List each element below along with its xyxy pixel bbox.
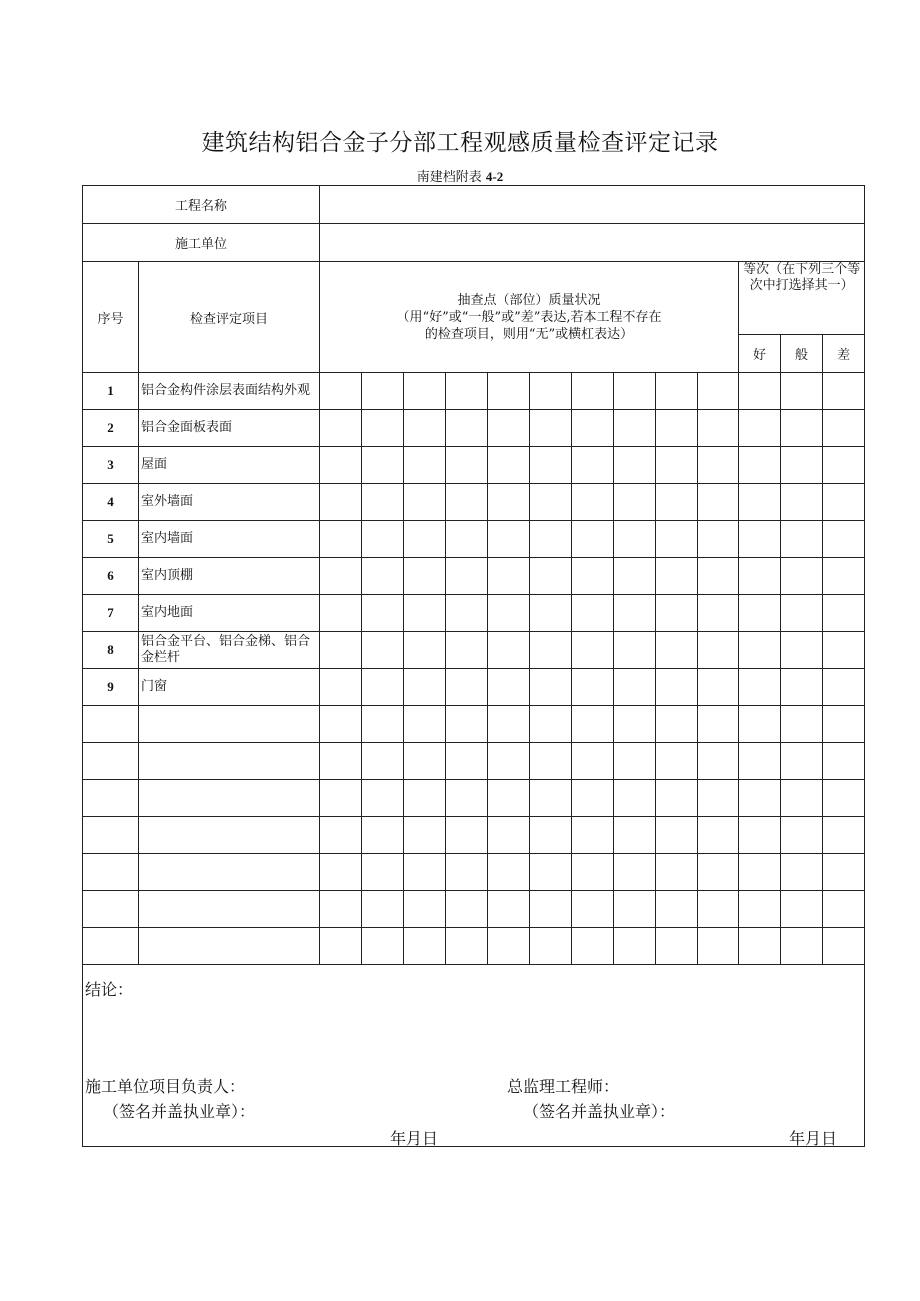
sample-point-cell[interactable] bbox=[488, 558, 530, 595]
grade-bad-cell[interactable] bbox=[823, 817, 865, 854]
table-row bbox=[83, 595, 865, 632]
sample-point-cell[interactable] bbox=[614, 558, 656, 595]
grade-bad-cell[interactable] bbox=[823, 558, 865, 595]
row-number bbox=[83, 706, 139, 743]
sample-point-cell[interactable] bbox=[404, 595, 446, 632]
sample-point-cell[interactable] bbox=[656, 373, 698, 410]
sample-point-cell[interactable] bbox=[488, 743, 530, 780]
inspection-item: 室内顶棚 bbox=[139, 558, 320, 595]
sample-point-cell[interactable] bbox=[488, 928, 530, 965]
sample-point-cell[interactable] bbox=[446, 447, 488, 484]
sample-point-cell[interactable] bbox=[530, 928, 572, 965]
row-number bbox=[83, 854, 139, 891]
sample-point-cell[interactable] bbox=[404, 743, 446, 780]
sample-point-cell[interactable] bbox=[488, 373, 530, 410]
sample-point-cell[interactable] bbox=[488, 706, 530, 743]
table-row bbox=[83, 410, 865, 447]
sample-point-cell[interactable] bbox=[530, 521, 572, 558]
table-row bbox=[83, 632, 865, 669]
sample-point-cell[interactable] bbox=[656, 669, 698, 706]
sample-point-cell[interactable] bbox=[404, 447, 446, 484]
sample-point-cell[interactable] bbox=[530, 669, 572, 706]
sample-point-cell[interactable] bbox=[320, 410, 362, 447]
sample-point-cell[interactable] bbox=[362, 854, 404, 891]
inspection-item bbox=[139, 817, 320, 854]
sample-point-cell[interactable] bbox=[698, 410, 739, 447]
grade-ok-cell[interactable] bbox=[781, 854, 823, 891]
supervisor-sign-note: （签名并盖执业章）： bbox=[523, 1102, 676, 1121]
sample-point-cell[interactable] bbox=[614, 891, 656, 928]
sample-point-cell[interactable] bbox=[320, 447, 362, 484]
grade-bad-cell[interactable] bbox=[823, 484, 865, 521]
sample-point-cell[interactable] bbox=[698, 706, 739, 743]
sample-point-cell[interactable] bbox=[530, 373, 572, 410]
row-number bbox=[83, 928, 139, 965]
grade-bad-cell[interactable] bbox=[823, 521, 865, 558]
sample-point-cell[interactable] bbox=[572, 558, 614, 595]
sample-point-cell[interactable] bbox=[614, 854, 656, 891]
sample-point-cell[interactable] bbox=[404, 521, 446, 558]
item-header: 检查评定项目 bbox=[139, 262, 320, 373]
sample-point-cell[interactable] bbox=[320, 521, 362, 558]
sample-point-cell[interactable] bbox=[656, 484, 698, 521]
sample-point-cell[interactable] bbox=[446, 743, 488, 780]
grade-ok-cell[interactable] bbox=[781, 558, 823, 595]
inspection-item: 门窗 bbox=[139, 669, 320, 706]
sample-point-cell[interactable] bbox=[530, 891, 572, 928]
row-number: 1 bbox=[83, 373, 139, 410]
grade-ok-cell[interactable] bbox=[781, 447, 823, 484]
table-row bbox=[83, 669, 865, 706]
grade-bad-cell[interactable] bbox=[823, 410, 865, 447]
grade-ok-cell[interactable] bbox=[781, 743, 823, 780]
grade-good-cell[interactable] bbox=[739, 669, 781, 706]
sample-point-cell[interactable] bbox=[530, 632, 572, 669]
grade-bad-cell[interactable] bbox=[823, 743, 865, 780]
grade-bad-cell[interactable] bbox=[823, 595, 865, 632]
sample-point-cell[interactable] bbox=[698, 558, 739, 595]
inspection-item bbox=[139, 706, 320, 743]
sample-point-cell[interactable] bbox=[362, 891, 404, 928]
sample-point-cell[interactable] bbox=[572, 521, 614, 558]
sample-point-cell[interactable] bbox=[656, 817, 698, 854]
sample-point-cell[interactable] bbox=[488, 632, 530, 669]
points-header-line1: 抽查点（部位）质量状况 bbox=[457, 292, 601, 308]
grade-header: 等次（在下列三个等次中打选择其一） bbox=[739, 262, 865, 335]
grade-bad-cell[interactable] bbox=[823, 854, 865, 891]
sample-point-cell[interactable] bbox=[362, 373, 404, 410]
sample-point-cell[interactable] bbox=[530, 595, 572, 632]
grade-good-cell[interactable] bbox=[739, 817, 781, 854]
sample-point-cell[interactable] bbox=[320, 558, 362, 595]
sample-point-cell[interactable] bbox=[446, 373, 488, 410]
inspection-item: 铝合金平台、铝合金梯、铝合金栏杆 bbox=[139, 632, 320, 669]
grade-bad-cell[interactable] bbox=[823, 706, 865, 743]
construction-unit-row bbox=[83, 224, 865, 262]
grade-good-cell[interactable] bbox=[739, 743, 781, 780]
grade-bad-cell[interactable] bbox=[823, 669, 865, 706]
table-row bbox=[83, 743, 865, 780]
contractor-date: 年月日 bbox=[390, 1129, 439, 1148]
row-number: 3 bbox=[83, 447, 139, 484]
sample-point-cell[interactable] bbox=[320, 632, 362, 669]
column-header-row bbox=[83, 262, 865, 335]
sample-point-cell[interactable] bbox=[698, 373, 739, 410]
row-number: 2 bbox=[83, 410, 139, 447]
sample-point-cell[interactable] bbox=[530, 558, 572, 595]
sample-point-cell[interactable] bbox=[572, 632, 614, 669]
inspection-item bbox=[139, 854, 320, 891]
sample-point-cell[interactable] bbox=[446, 854, 488, 891]
grade-good-cell[interactable] bbox=[739, 558, 781, 595]
sample-point-cell[interactable] bbox=[656, 595, 698, 632]
sample-point-cell[interactable] bbox=[614, 743, 656, 780]
contractor-sign-note: （签名并盖执业章）： bbox=[103, 1102, 256, 1121]
sample-point-cell[interactable] bbox=[614, 521, 656, 558]
sample-point-cell[interactable] bbox=[404, 558, 446, 595]
grade-good-cell[interactable] bbox=[739, 780, 781, 817]
sample-point-cell[interactable] bbox=[656, 743, 698, 780]
row-number bbox=[83, 817, 139, 854]
grade-good-cell[interactable] bbox=[739, 595, 781, 632]
sample-point-cell[interactable] bbox=[488, 780, 530, 817]
inspection-item: 屋面 bbox=[139, 447, 320, 484]
sample-point-cell[interactable] bbox=[320, 854, 362, 891]
grade-ok-cell[interactable] bbox=[781, 706, 823, 743]
sample-point-cell[interactable] bbox=[404, 706, 446, 743]
sample-point-cell[interactable] bbox=[362, 743, 404, 780]
sample-point-cell[interactable] bbox=[362, 780, 404, 817]
sample-point-cell[interactable] bbox=[614, 817, 656, 854]
supervisor-label: 总监理工程师： bbox=[507, 1077, 620, 1096]
sample-point-cell[interactable] bbox=[698, 780, 739, 817]
construction-unit-label: 施工单位 bbox=[83, 224, 320, 262]
project-name-label: 工程名称 bbox=[83, 186, 320, 224]
sample-point-cell[interactable] bbox=[446, 521, 488, 558]
sample-point-cell[interactable] bbox=[698, 669, 739, 706]
sample-point-cell[interactable] bbox=[404, 817, 446, 854]
sample-point-cell[interactable] bbox=[320, 706, 362, 743]
table-row bbox=[83, 891, 865, 928]
table-row bbox=[83, 928, 865, 965]
sample-point-cell[interactable] bbox=[614, 780, 656, 817]
sample-point-cell[interactable] bbox=[320, 780, 362, 817]
sample-point-cell[interactable] bbox=[320, 484, 362, 521]
sample-point-cell[interactable] bbox=[446, 669, 488, 706]
conclusion-row bbox=[83, 965, 865, 1147]
sample-point-cell[interactable] bbox=[362, 595, 404, 632]
construction-unit-field[interactable] bbox=[320, 224, 865, 262]
sample-point-cell[interactable] bbox=[698, 521, 739, 558]
sample-point-cell[interactable] bbox=[446, 410, 488, 447]
form-code-prefix: 南建档附表 bbox=[416, 170, 482, 185]
grade-ok-cell[interactable] bbox=[781, 484, 823, 521]
sample-point-cell[interactable] bbox=[320, 595, 362, 632]
points-header bbox=[320, 262, 739, 373]
row-number bbox=[83, 743, 139, 780]
sample-point-cell[interactable] bbox=[362, 817, 404, 854]
sample-point-cell[interactable] bbox=[698, 854, 739, 891]
inspection-item bbox=[139, 928, 320, 965]
sample-point-cell[interactable] bbox=[320, 669, 362, 706]
grade-bad-cell[interactable] bbox=[823, 891, 865, 928]
seq-header: 序号 bbox=[83, 262, 139, 373]
grade-ok-cell[interactable] bbox=[781, 632, 823, 669]
points-header-line3: 的检查项目，则用“无”或横杠表达） bbox=[424, 326, 634, 342]
sample-point-cell[interactable] bbox=[572, 595, 614, 632]
table-row bbox=[83, 373, 865, 410]
sample-point-cell[interactable] bbox=[656, 410, 698, 447]
inspection-item bbox=[139, 891, 320, 928]
grade-ok-cell[interactable] bbox=[781, 780, 823, 817]
sample-point-cell[interactable] bbox=[614, 410, 656, 447]
sample-point-cell[interactable] bbox=[362, 706, 404, 743]
grade-good-header: 好 bbox=[739, 335, 781, 373]
sample-point-cell[interactable] bbox=[362, 928, 404, 965]
grade-bad-cell[interactable] bbox=[823, 780, 865, 817]
sample-point-cell[interactable] bbox=[320, 891, 362, 928]
sample-point-cell[interactable] bbox=[320, 928, 362, 965]
sample-point-cell[interactable] bbox=[572, 447, 614, 484]
points-header-line2: （用“好”或“一般”或”差”表达,若本工程不存在 bbox=[396, 309, 662, 325]
sample-point-cell[interactable] bbox=[488, 891, 530, 928]
grade-good-cell[interactable] bbox=[739, 632, 781, 669]
grade-ok-cell[interactable] bbox=[781, 817, 823, 854]
sample-point-cell[interactable] bbox=[362, 558, 404, 595]
sample-point-cell[interactable] bbox=[488, 410, 530, 447]
sample-point-cell[interactable] bbox=[446, 817, 488, 854]
form-code-number: 4-2 bbox=[485, 169, 504, 184]
sample-point-cell[interactable] bbox=[362, 521, 404, 558]
table-row bbox=[83, 854, 865, 891]
sample-point-cell[interactable] bbox=[404, 928, 446, 965]
sample-point-cell[interactable] bbox=[404, 854, 446, 891]
grade-ok-cell[interactable] bbox=[781, 521, 823, 558]
sample-point-cell[interactable] bbox=[572, 410, 614, 447]
sample-point-cell[interactable] bbox=[572, 743, 614, 780]
sample-point-cell[interactable] bbox=[656, 521, 698, 558]
row-number: 9 bbox=[83, 669, 139, 706]
sample-point-cell[interactable] bbox=[698, 891, 739, 928]
row-number bbox=[83, 780, 139, 817]
conclusion-area bbox=[83, 965, 864, 1146]
inspection-table bbox=[82, 185, 865, 1147]
sample-point-cell[interactable] bbox=[488, 447, 530, 484]
sample-point-cell[interactable] bbox=[530, 817, 572, 854]
sample-point-cell[interactable] bbox=[614, 928, 656, 965]
grade-bad-cell[interactable] bbox=[823, 447, 865, 484]
inspection-item: 室外墙面 bbox=[139, 484, 320, 521]
grade-ok-cell[interactable] bbox=[781, 891, 823, 928]
sample-point-cell[interactable] bbox=[488, 854, 530, 891]
sample-point-cell[interactable] bbox=[362, 484, 404, 521]
sample-point-cell[interactable] bbox=[488, 521, 530, 558]
sample-point-cell[interactable] bbox=[404, 410, 446, 447]
sample-point-cell[interactable] bbox=[656, 632, 698, 669]
table-row bbox=[83, 706, 865, 743]
sample-point-cell[interactable] bbox=[614, 706, 656, 743]
sample-point-cell[interactable] bbox=[656, 854, 698, 891]
table-row bbox=[83, 558, 865, 595]
sample-point-cell[interactable] bbox=[572, 706, 614, 743]
sample-point-cell[interactable] bbox=[572, 928, 614, 965]
sample-point-cell[interactable] bbox=[446, 780, 488, 817]
sample-point-cell[interactable] bbox=[614, 373, 656, 410]
row-number: 6 bbox=[83, 558, 139, 595]
grade-good-cell[interactable] bbox=[739, 373, 781, 410]
inspection-item bbox=[139, 780, 320, 817]
sample-point-cell[interactable] bbox=[656, 780, 698, 817]
sample-point-cell[interactable] bbox=[530, 706, 572, 743]
inspection-item bbox=[139, 743, 320, 780]
grade-good-cell[interactable] bbox=[739, 484, 781, 521]
sample-point-cell[interactable] bbox=[698, 928, 739, 965]
grade-good-cell[interactable] bbox=[739, 891, 781, 928]
row-number: 5 bbox=[83, 521, 139, 558]
table-row bbox=[83, 484, 865, 521]
grade-good-cell[interactable] bbox=[739, 928, 781, 965]
sample-point-cell[interactable] bbox=[446, 706, 488, 743]
grade-ok-cell[interactable] bbox=[781, 928, 823, 965]
sample-point-cell[interactable] bbox=[530, 410, 572, 447]
sample-point-cell[interactable] bbox=[446, 891, 488, 928]
grade-bad-cell[interactable] bbox=[823, 632, 865, 669]
sample-point-cell[interactable] bbox=[488, 484, 530, 521]
sample-point-cell[interactable] bbox=[446, 558, 488, 595]
sample-point-cell[interactable] bbox=[404, 373, 446, 410]
grade-ok-cell[interactable] bbox=[781, 595, 823, 632]
sample-point-cell[interactable] bbox=[446, 595, 488, 632]
table-row bbox=[83, 817, 865, 854]
grade-ok-cell[interactable] bbox=[781, 669, 823, 706]
inspection-item: 铝合金面板表面 bbox=[139, 410, 320, 447]
sample-point-cell[interactable] bbox=[698, 447, 739, 484]
sample-point-cell[interactable] bbox=[614, 484, 656, 521]
row-number: 7 bbox=[83, 595, 139, 632]
row-number: 4 bbox=[83, 484, 139, 521]
sample-point-cell[interactable] bbox=[656, 891, 698, 928]
sample-point-cell[interactable] bbox=[488, 817, 530, 854]
sample-point-cell[interactable] bbox=[614, 632, 656, 669]
grade-ok-cell[interactable] bbox=[781, 373, 823, 410]
grade-good-cell[interactable] bbox=[739, 410, 781, 447]
sample-point-cell[interactable] bbox=[404, 484, 446, 521]
page-title: 建筑结构铝合金子分部工程观感质量检查评定记录 bbox=[201, 130, 719, 156]
row-number: 8 bbox=[83, 632, 139, 669]
sample-point-cell[interactable] bbox=[614, 447, 656, 484]
sample-point-cell[interactable] bbox=[530, 484, 572, 521]
sample-point-cell[interactable] bbox=[404, 632, 446, 669]
row-number bbox=[83, 891, 139, 928]
sample-point-cell[interactable] bbox=[362, 410, 404, 447]
form-code bbox=[0, 166, 920, 185]
sample-point-cell[interactable] bbox=[572, 817, 614, 854]
sample-point-cell[interactable] bbox=[446, 632, 488, 669]
sample-point-cell[interactable] bbox=[698, 595, 739, 632]
inspection-item: 室内墙面 bbox=[139, 521, 320, 558]
sample-point-cell[interactable] bbox=[656, 558, 698, 595]
sample-point-cell[interactable] bbox=[698, 817, 739, 854]
sample-point-cell[interactable] bbox=[362, 632, 404, 669]
sample-point-cell[interactable] bbox=[572, 484, 614, 521]
grade-bad-cell[interactable] bbox=[823, 928, 865, 965]
sample-point-cell[interactable] bbox=[404, 780, 446, 817]
conclusion-cell[interactable] bbox=[83, 965, 865, 1147]
grade-bad-cell[interactable] bbox=[823, 373, 865, 410]
sample-point-cell[interactable] bbox=[320, 817, 362, 854]
project-name-row bbox=[83, 186, 865, 224]
sample-point-cell[interactable] bbox=[572, 373, 614, 410]
sample-point-cell[interactable] bbox=[320, 743, 362, 780]
project-name-field[interactable] bbox=[320, 186, 865, 224]
sample-point-cell[interactable] bbox=[362, 447, 404, 484]
conclusion-label: 结论： bbox=[85, 980, 134, 999]
sample-point-cell[interactable] bbox=[614, 669, 656, 706]
sample-point-cell[interactable] bbox=[572, 780, 614, 817]
sample-point-cell[interactable] bbox=[572, 669, 614, 706]
grade-ok-header: 般 bbox=[781, 335, 823, 373]
grade-bad-header: 差 bbox=[823, 335, 865, 373]
supervisor-date: 年月日 bbox=[789, 1129, 838, 1148]
sample-point-cell[interactable] bbox=[530, 743, 572, 780]
sample-point-cell[interactable] bbox=[404, 669, 446, 706]
grade-good-cell[interactable] bbox=[739, 447, 781, 484]
grade-ok-cell[interactable] bbox=[781, 410, 823, 447]
grade-good-cell[interactable] bbox=[739, 521, 781, 558]
sample-point-cell[interactable] bbox=[362, 669, 404, 706]
sample-point-cell[interactable] bbox=[446, 484, 488, 521]
sample-point-cell[interactable] bbox=[572, 891, 614, 928]
sample-point-cell[interactable] bbox=[530, 447, 572, 484]
table-row bbox=[83, 521, 865, 558]
table-row bbox=[83, 447, 865, 484]
sample-point-cell[interactable] bbox=[698, 632, 739, 669]
table-row bbox=[83, 780, 865, 817]
sample-point-cell[interactable] bbox=[656, 706, 698, 743]
sample-point-cell[interactable] bbox=[698, 743, 739, 780]
contractor-label: 施工单位项目负责人： bbox=[85, 1077, 246, 1096]
sample-point-cell[interactable] bbox=[446, 928, 488, 965]
sample-point-cell[interactable] bbox=[488, 595, 530, 632]
grade-good-cell[interactable] bbox=[739, 706, 781, 743]
sample-point-cell[interactable] bbox=[530, 854, 572, 891]
inspection-item: 铝合金构件涂层表面结构外观 bbox=[139, 373, 320, 410]
sample-point-cell[interactable] bbox=[320, 373, 362, 410]
sample-point-cell[interactable] bbox=[404, 891, 446, 928]
sample-point-cell[interactable] bbox=[530, 780, 572, 817]
grade-good-cell[interactable] bbox=[739, 854, 781, 891]
sample-point-cell[interactable] bbox=[656, 447, 698, 484]
sample-point-cell[interactable] bbox=[656, 928, 698, 965]
sample-point-cell[interactable] bbox=[698, 484, 739, 521]
sample-point-cell[interactable] bbox=[488, 669, 530, 706]
sample-point-cell[interactable] bbox=[614, 595, 656, 632]
inspection-item: 室内地面 bbox=[139, 595, 320, 632]
sample-point-cell[interactable] bbox=[572, 854, 614, 891]
